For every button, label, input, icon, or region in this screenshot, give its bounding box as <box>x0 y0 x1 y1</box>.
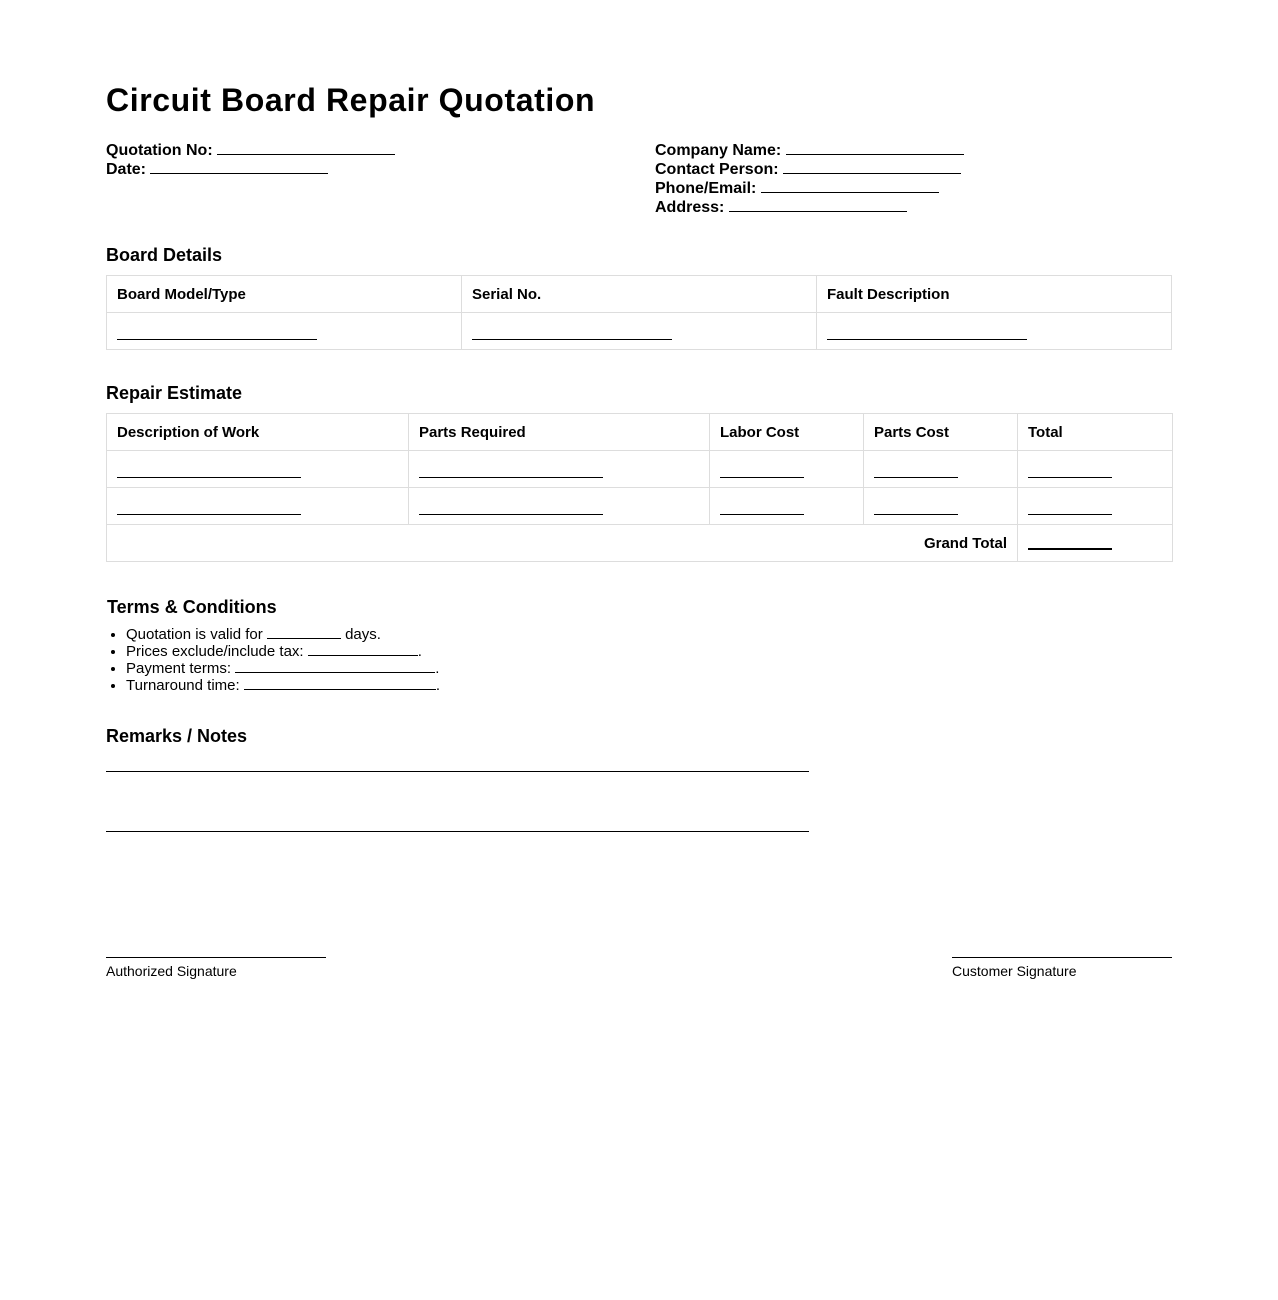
serial-no-cell <box>462 313 817 350</box>
total-input[interactable] <box>1028 461 1112 478</box>
term-text: Turnaround time: <box>126 677 240 694</box>
term-text: Prices exclude/include tax: <box>126 643 304 660</box>
payment-terms-input[interactable] <box>235 660 435 673</box>
repair-estimate-table <box>106 413 1173 562</box>
grand-total-row <box>107 525 1173 562</box>
page-title: Circuit Board Repair Quotation <box>106 82 596 118</box>
total-cell <box>1018 451 1173 488</box>
quotation-no-input[interactable] <box>217 141 395 155</box>
grand-total-input[interactable] <box>1028 533 1112 550</box>
remarks-heading: Remarks / Notes <box>106 726 248 746</box>
serial-no-input[interactable] <box>472 323 672 340</box>
description-cell <box>107 488 409 525</box>
tax-input[interactable] <box>308 643 418 656</box>
remarks-line-2[interactable] <box>106 831 809 832</box>
col-description-of-work: Description of Work <box>107 414 409 451</box>
parts-cost-input[interactable] <box>874 461 958 478</box>
term-text: Payment terms: <box>126 660 232 677</box>
address-field <box>655 198 964 217</box>
phone-email-label: Phone/Email: <box>655 180 757 197</box>
customer-info <box>655 141 964 217</box>
board-model-cell <box>107 313 462 350</box>
list-item <box>126 660 440 677</box>
table-header-row <box>107 414 1173 451</box>
remarks-line-1[interactable] <box>106 771 809 772</box>
board-model-input[interactable] <box>117 323 317 340</box>
parts-required-input[interactable] <box>419 498 603 515</box>
contact-person-field <box>655 160 964 179</box>
terms-list <box>106 626 440 694</box>
date-input[interactable] <box>150 160 328 174</box>
term-suffix: . <box>417 643 422 660</box>
col-total: Total <box>1018 414 1173 451</box>
parts-required-cell <box>409 488 710 525</box>
date-label: Date: <box>106 161 147 178</box>
labor-cost-cell <box>710 451 864 488</box>
grand-total-cell <box>1018 525 1173 562</box>
authorized-signature <box>106 957 326 979</box>
term-suffix: . <box>435 677 441 694</box>
contact-person-label: Contact Person: <box>655 161 779 178</box>
quotation-no-field <box>106 141 395 160</box>
term-suffix: . <box>435 660 440 677</box>
date-field <box>106 160 395 179</box>
col-board-model: Board Model/Type <box>107 276 462 313</box>
col-parts-cost: Parts Cost <box>864 414 1018 451</box>
parts-required-input[interactable] <box>419 461 603 478</box>
total-input[interactable] <box>1028 498 1112 515</box>
table-row <box>107 313 1172 350</box>
address-input[interactable] <box>729 198 907 212</box>
validity-days-input[interactable] <box>267 626 341 639</box>
company-name-label: Company Name: <box>655 142 782 159</box>
customer-signature-line[interactable] <box>952 957 1172 958</box>
address-label: Address: <box>655 199 725 216</box>
fault-description-cell <box>817 313 1172 350</box>
board-details-heading: Board Details <box>106 245 223 265</box>
labor-cost-cell <box>710 488 864 525</box>
quotation-no-label: Quotation No: <box>106 142 213 159</box>
term-suffix: days. <box>345 626 381 643</box>
contact-person-input[interactable] <box>783 160 961 174</box>
description-input[interactable] <box>117 498 301 515</box>
repair-estimate-heading: Repair Estimate <box>106 383 243 403</box>
description-cell <box>107 451 409 488</box>
parts-cost-input[interactable] <box>874 498 958 515</box>
turnaround-time-input[interactable] <box>244 677 436 690</box>
customer-signature-label: Customer Signature <box>952 963 1077 979</box>
table-row <box>107 488 1173 525</box>
total-cell <box>1018 488 1173 525</box>
table-row <box>107 451 1173 488</box>
parts-cost-cell <box>864 488 1018 525</box>
col-labor-cost: Labor Cost <box>710 414 864 451</box>
authorized-signature-label: Authorized Signature <box>106 963 237 979</box>
col-serial-no: Serial No. <box>462 276 817 313</box>
fault-description-input[interactable] <box>827 323 1027 340</box>
board-details-table <box>106 275 1172 350</box>
grand-total-label: Grand Total <box>107 525 1018 562</box>
term-text: Quotation is valid for <box>126 626 263 643</box>
phone-email-field <box>655 179 964 198</box>
list-item <box>126 626 440 643</box>
terms-heading: Terms & Conditions <box>107 597 277 617</box>
phone-email-input[interactable] <box>761 179 939 193</box>
company-name-field <box>655 141 964 160</box>
table-header-row <box>107 276 1172 313</box>
authorized-signature-line[interactable] <box>106 957 326 958</box>
labor-cost-input[interactable] <box>720 498 804 515</box>
list-item <box>126 677 440 694</box>
customer-signature <box>952 957 1172 979</box>
company-name-input[interactable] <box>786 141 964 155</box>
parts-required-cell <box>409 451 710 488</box>
col-parts-required: Parts Required <box>409 414 710 451</box>
parts-cost-cell <box>864 451 1018 488</box>
list-item <box>126 643 440 660</box>
col-fault-description: Fault Description <box>817 276 1172 313</box>
labor-cost-input[interactable] <box>720 461 804 478</box>
quotation-info <box>106 141 395 179</box>
description-input[interactable] <box>117 461 301 478</box>
